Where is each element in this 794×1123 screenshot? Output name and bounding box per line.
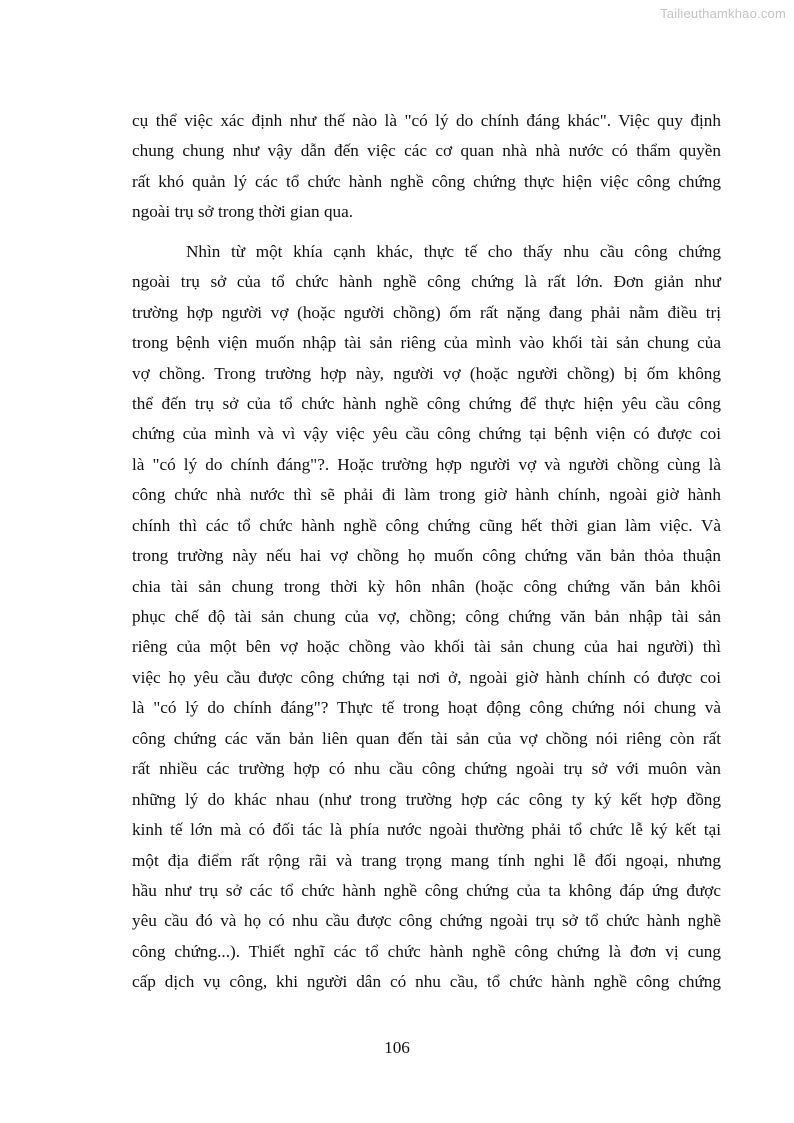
text-line: việc họ yêu cầu được công chứng tại nơi ở, ngoài giờ hành chính có được coi xyxy=(132,667,721,687)
text-line: kinh tế lớn mà có đối tác là phía nước ngoài thường phải tổ chức lễ ký kết tại xyxy=(132,820,721,840)
text-line: vợ chồng. Trong trường hợp này, người vợ (hoặc người chồng) bị ốm không xyxy=(132,363,721,383)
text-line: chung chung như vậy dẫn đến việc các cơ quan nhà nhà nước có thẩm quyền xyxy=(132,141,721,161)
page-number: 106 xyxy=(384,1038,410,1057)
text-line: những lý do khác nhau (như trong trường hợp các công ty ký kết hợp đồng xyxy=(132,789,721,809)
text-line: công chứng các văn bản liên quan đến tài sản của vợ chồng nói riêng còn rất xyxy=(132,728,721,748)
text-line: chứng của mình và vì vậy việc yêu cầu công chứng tại bệnh viện có được coi xyxy=(132,424,721,444)
paragraph-spacer xyxy=(132,228,721,237)
text-line: ngoài trụ sở trong thời gian qua. xyxy=(132,202,354,222)
text-line: chia tài sản chung trong thời kỳ hôn nhân (hoặc công chứng văn bản khôi xyxy=(132,576,721,596)
text-line: một địa điểm rất rộng rãi và trang trọng mang tính nghi lễ đối ngoại, nhưng xyxy=(132,850,721,870)
paragraph-2 xyxy=(132,237,721,998)
text-line: công chứng...). Thiết nghĩ các tổ chức hành nghề công chứng là đơn vị cung xyxy=(132,941,721,961)
text-line: riêng của một bên vợ hoặc chồng vào khối tài sản chung của hai người) thì xyxy=(132,637,721,657)
watermark-text: Tailieuthamkhao.com xyxy=(660,6,786,21)
text-line: thể đến trụ sở của tổ chức hành nghề công chứng để thực hiện yêu cầu công xyxy=(132,393,721,413)
text-line: rất nhiều các trường hợp có nhu cầu công chứng ngoài trụ sở với muôn vàn xyxy=(132,759,721,779)
text-line: ngoài trụ sở của tổ chức hành nghề công chứng là rất lớn. Đơn giản như xyxy=(132,272,721,292)
paragraph-1 xyxy=(132,106,721,228)
text-line: trong bệnh viện muốn nhập tài sản riêng của mình vào khối tài sản chung của xyxy=(132,333,721,353)
document-body xyxy=(132,106,721,998)
text-line: cụ thể việc xác định như thế nào là "có lý do chính đáng khác". Việc quy định xyxy=(132,111,721,130)
text-line: yêu cầu đó và họ có nhu cầu được công chứng ngoài trụ sở tổ chức hành nghề xyxy=(132,911,721,931)
text-line: công chức nhà nước thì sẽ phải đi làm trong giờ hành chính, ngoài giờ hành xyxy=(132,485,721,505)
text-line: chính thì các tổ chức hành nghề công chứng cũng hết thời gian làm việc. Và xyxy=(132,515,721,535)
text-line: trong trường này nếu hai vợ chồng họ muốn công chứng văn bản thỏa thuận xyxy=(132,546,721,566)
text-line: phục chế độ tài sản chung của vợ, chồng; công chứng văn bản nhập tài sản xyxy=(132,607,721,626)
text-line: cấp dịch vụ công, khi người dân có nhu cầu, tổ chức hành nghề công chứng xyxy=(132,972,721,992)
text-line: trường hợp người vợ (hoặc người chồng) ốm rất nặng đang phải nằm điều trị xyxy=(132,302,721,322)
text-line: rất khó quản lý các tổ chức hành nghề công chứng thực hiện việc công chứng xyxy=(132,171,721,191)
text-line: là "có lý do chính đáng"? Thực tế trong hoạt động công chứng nói chung và xyxy=(132,698,721,718)
text-line: Nhìn từ một khía cạnh khác, thực tế cho thấy nhu cầu công chứng xyxy=(186,241,721,261)
text-line: hầu như trụ sở các tổ chức hành nghề công chứng của ta không đáp ứng được xyxy=(132,880,721,900)
text-line: là "có lý do chính đáng"?. Hoặc trường hợp người vợ và người chồng cùng là xyxy=(132,454,721,474)
